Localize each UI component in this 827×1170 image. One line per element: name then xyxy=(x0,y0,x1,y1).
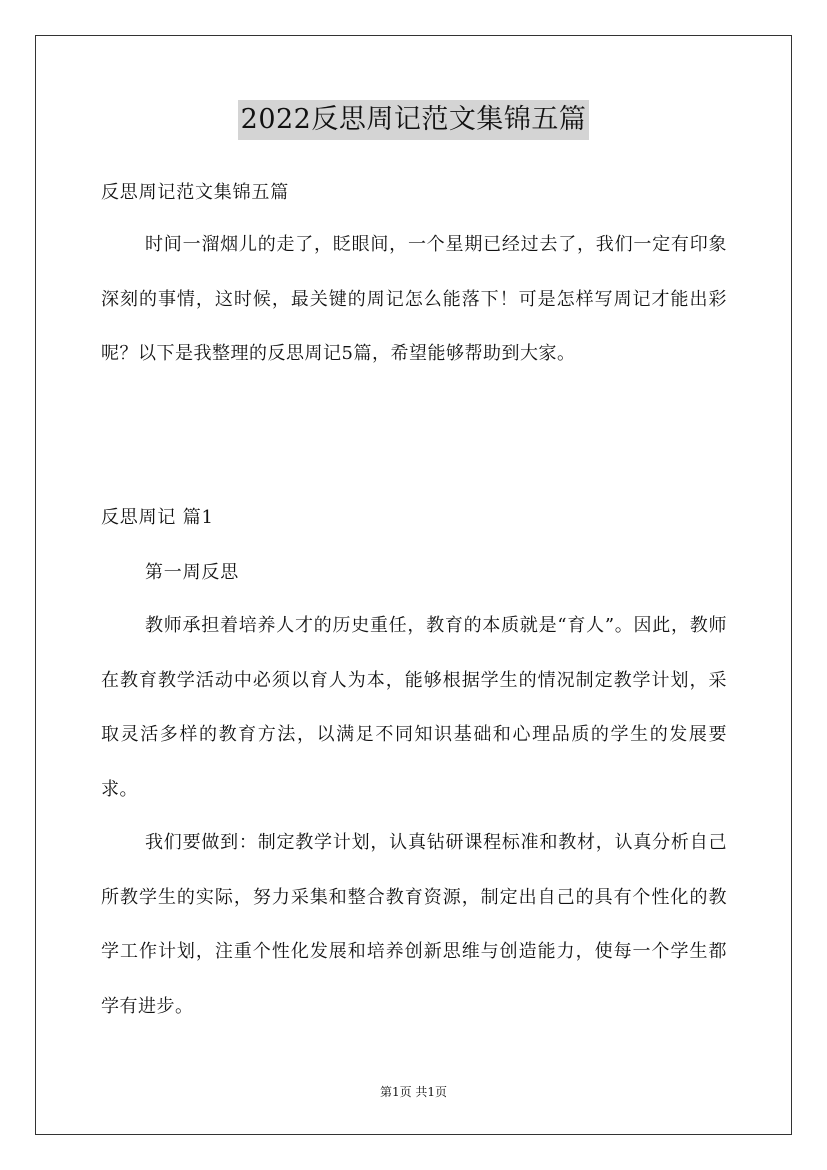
section-subheading: 第一周反思 xyxy=(145,562,239,583)
intro-paragraph: 时间一溜烟儿的走了，眨眼间，一个星期已经过去了，我们一定有印象深刻的事情，这时候，最关键的周记怎么能落下！可是怎样写周记才能出彩呢？以下是我整理的反思周记5篇，希望能够帮助到大家。 xyxy=(101,234,727,364)
document-title-container xyxy=(0,100,827,140)
document-title: 2022反思周记范文集锦五篇 xyxy=(238,100,590,140)
section-heading: 反思周记 篇1 xyxy=(101,507,214,528)
body-paragraph-1: 教师承担着培养人才的历史重任，教育的本质就是“育人”。因此，教师在教育教学活动中必须以育人为本，能够根据学生的情况制定教学计划，采取灵活多样的教育方法，以满足不同知识基础和心理品质的学生的发展要求。 xyxy=(101,615,727,800)
page-footer: 第1页 共1页 xyxy=(379,1085,448,1099)
body-paragraph-2: 我们要做到：制定教学计划，认真钻研课程标准和教材，认真分析自己所教学生的实际，努力采集和整合教育资源，制定出自己的具有个性化的教学工作计划，注重个性化发展和培养创新思维与创造能力，使每一个学生都学有进步。 xyxy=(101,832,727,1017)
document-subtitle: 反思周记范文集锦五篇 xyxy=(101,182,289,203)
